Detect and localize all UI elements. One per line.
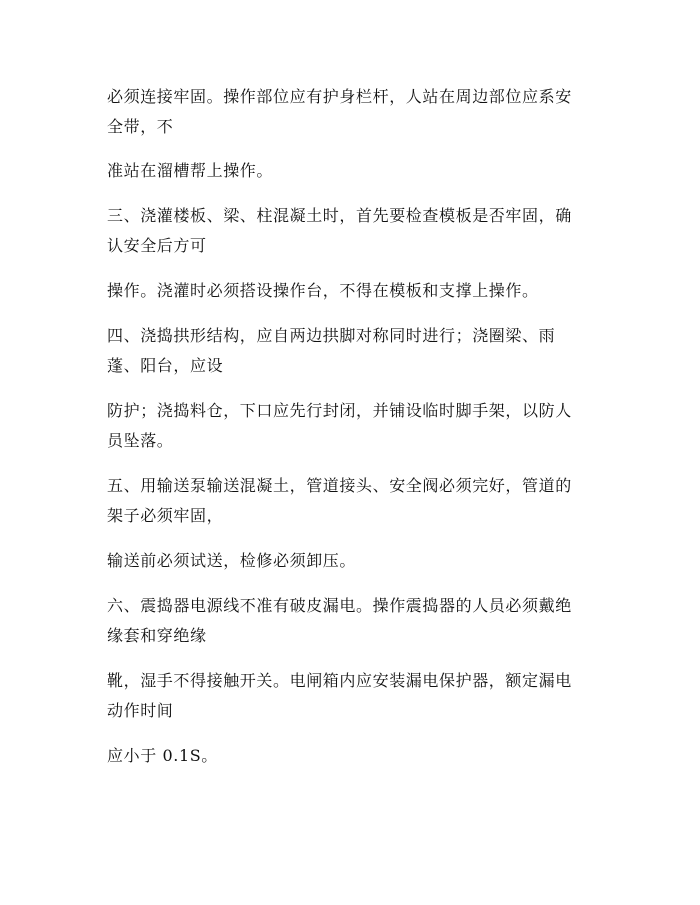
paragraph-line: 四、浇捣拱形结构，应自两边拱脚对称同时进行；浇圈梁、雨 [107,326,556,345]
paragraph-line: 六、震捣器电源线不准有破皮漏电。操作震捣器的人员必须戴绝 [107,596,572,615]
paragraph-7 [107,471,597,531]
paragraph-line: 员坠落。 [107,431,174,450]
paragraph-line: 应小于 0.1S。 [107,746,218,765]
paragraph-line: 架子必须牢固， [107,506,224,525]
paragraph-line: 认安全后方可 [107,236,207,255]
paragraph-line: 缘套和穿绝缘 [107,626,207,645]
paragraph-line: 必须连接牢固。操作部位应有护身栏杆，人站在周边部位应系安 [107,87,572,106]
paragraph-8 [107,546,597,576]
paragraph-line: 靴，湿手不得接触开关。电闸箱内应安装漏电保护器，额定漏电 [107,671,572,690]
paragraph-9 [107,591,597,651]
paragraph-line: 全带，不 [107,117,174,136]
paragraph-line: 三、浇灌楼板、梁、柱混凝土时，首先要检查模板是否牢固，确 [107,206,572,225]
paragraph-5 [107,321,597,381]
paragraph-4 [107,276,597,306]
paragraph-line: 蓬、阳台，应设 [107,356,224,375]
paragraph-6 [107,396,597,456]
paragraph-line: 动作时间 [107,701,174,720]
paragraph-1 [107,82,597,142]
paragraph-line: 五、用输送泵输送混凝土，管道接头、安全阀必须完好，管道的 [107,476,572,495]
paragraph-line: 输送前必须试送，检修必须卸压。 [107,551,357,570]
paragraph-line: 准站在溜槽帮上操作。 [107,161,274,180]
paragraph-line: 操作。浇灌时必须搭设操作台，不得在模板和支撑上操作。 [107,281,539,300]
paragraph-10 [107,666,597,726]
paragraph-2 [107,156,597,186]
paragraph-3 [107,201,597,261]
paragraph-11 [107,741,597,771]
paragraph-line: 防护；浇捣料仓，下口应先行封闭，并铺设临时脚手架，以防人 [107,401,572,420]
